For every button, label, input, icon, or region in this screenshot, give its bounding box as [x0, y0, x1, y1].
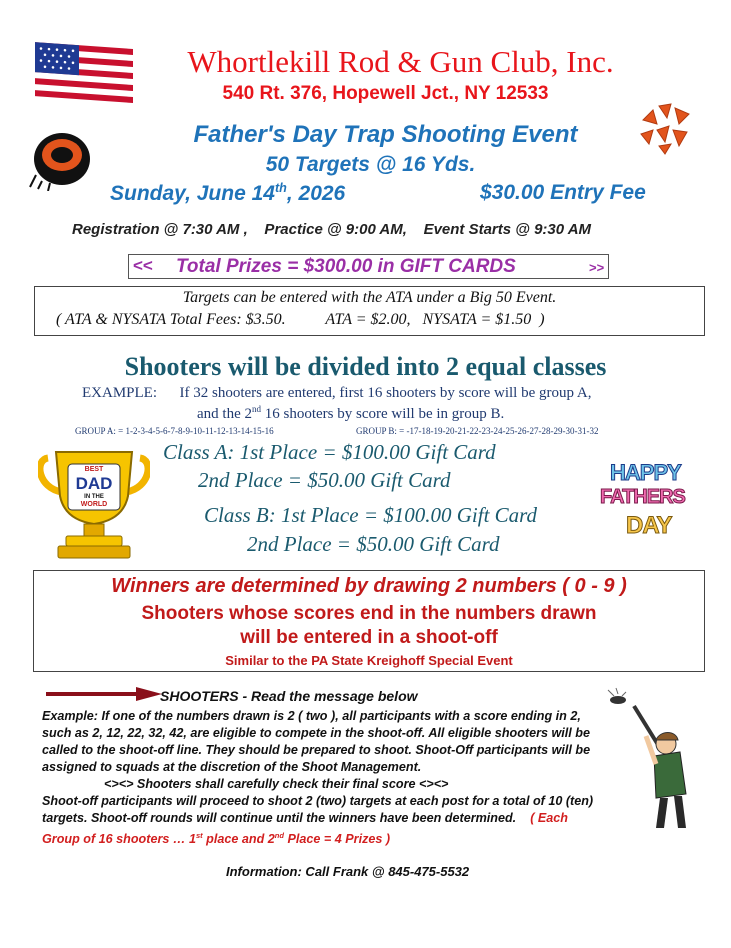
- event-title: Father's Day Trap Shooting Event: [193, 121, 578, 148]
- winners-line-1: Winners are determined by drawing 2 numbers ( 0 - 9 ): [111, 575, 627, 597]
- arrow-right-icon: [46, 687, 162, 701]
- shooters-paragraph-2-text: Shoot-off participants will proceed to shoot 2 (two) targets at each post for a total of 10 (ten) targets. Shoot-off rounds will continue until the winners have been determined.: [42, 794, 594, 825]
- groups-note-post: Place = 4 Prizes ): [284, 832, 391, 847]
- event-date-year: , 2026: [286, 182, 346, 205]
- example-line-2: [197, 404, 504, 423]
- groups-note-sup1: st: [195, 831, 203, 840]
- trap-shooter-image: [604, 686, 698, 836]
- hfd-fathers: FATHERS: [600, 486, 685, 508]
- class-b-first: Class B: 1st Place = $100.00 Gift Card: [204, 503, 538, 527]
- class-b-second: 2nd Place = $50.00 Gift Card: [247, 532, 500, 556]
- trophy-text-dad: DAD: [75, 474, 113, 493]
- event-date-prefix: Sunday, June 14: [110, 182, 275, 205]
- hfd-day: DAY: [626, 512, 672, 539]
- trophy-text-world: WORLD: [80, 501, 108, 508]
- group-a-list: GROUP A: = 1-2-3-4-5-6-7-8-9-10-11-12-13-14-15-16: [75, 426, 274, 436]
- class-a-first: Class A: 1st Place = $100.00 Gift Card: [163, 440, 496, 464]
- example-line-2-sup: nd: [251, 404, 261, 414]
- group-b-list: GROUP B: = -17-18-19-20-21-22-23-24-25-26-27-28-29-30-31-32: [356, 426, 599, 436]
- shooters-heading: SHOOTERS - Read the message below: [160, 688, 418, 704]
- prizes-left-mark: <<: [133, 256, 153, 275]
- trophy-text-best: BEST: [84, 466, 104, 473]
- club-name: Whortlekill Rod & Gun Club, Inc.: [187, 44, 614, 79]
- happy-fathers-day-graphic: [600, 460, 708, 550]
- groups-note-pre: ( Each Group of 16 shooters … 1: [42, 811, 568, 847]
- winners-line-2: Shooters whose scores end in the numbers drawn: [141, 603, 597, 624]
- winners-line-3: will be entered in a shoot-off: [240, 627, 498, 648]
- event-schedule: Registration @ 7:30 AM , Practice @ 9:00 AM, Event Starts @ 9:30 AM: [72, 221, 592, 238]
- ata-line-2: ( ATA & NYSATA Total Fees: $3.50. ATA = $2.00, NYSATA = $1.50 ): [56, 311, 545, 328]
- contact-info: Information: Call Frank @ 845-475-5532: [226, 864, 470, 879]
- shooters-paragraph-2: [42, 793, 602, 848]
- example-line-2-pre: and the 2: [197, 406, 252, 422]
- event-date: [110, 181, 345, 206]
- event-date-suffix: th: [274, 181, 287, 195]
- shooters-check: <><> Shooters shall carefully check their final score <><>: [104, 777, 449, 791]
- ata-line-1: Targets can be entered with the ATA under a Big 50 Event.: [182, 289, 557, 306]
- groups-note-sup2: nd: [274, 831, 285, 840]
- event-targets: 50 Targets @ 16 Yds.: [265, 153, 476, 176]
- example-line-1: EXAMPLE: If 32 shooters are entered, first 16 shooters by score will be group A,: [82, 385, 592, 401]
- entry-fee: $30.00 Entry Fee: [480, 181, 646, 204]
- class-a-second: 2nd Place = $50.00 Gift Card: [198, 468, 451, 492]
- hfd-happy: HAPPY: [610, 460, 681, 485]
- club-address: 540 Rt. 376, Hopewell Jct., NY 12533: [222, 83, 549, 104]
- winners-line-4: Similar to the PA State Kreighoff Special Event: [225, 653, 513, 668]
- shooters-body: [42, 708, 602, 848]
- example-line-2-post: 16 shooters by score will be in group B.: [260, 406, 505, 422]
- shooters-paragraph: Example: If one of the numbers drawn is 2 ( two ), all participants with a score ending in 2, such as 2, 12, 22, 32, 42, are eligible to compete in the shoot-off. All eligible shooters will be called to the shoot-off line. They should be prepared to shoot. Shoot-Off participants will be assigned to squads at the discretion of the Shoot Management.: [42, 709, 591, 774]
- prizes-text: Total Prizes = $300.00 in GIFT CARDS: [176, 256, 516, 277]
- prizes-right-mark: >>: [589, 260, 605, 275]
- classes-heading: Shooters will be divided into 2 equal classes: [124, 352, 607, 381]
- trophy-text-inthe: IN THE: [84, 494, 104, 500]
- groups-note-mid: place and 2: [202, 832, 275, 847]
